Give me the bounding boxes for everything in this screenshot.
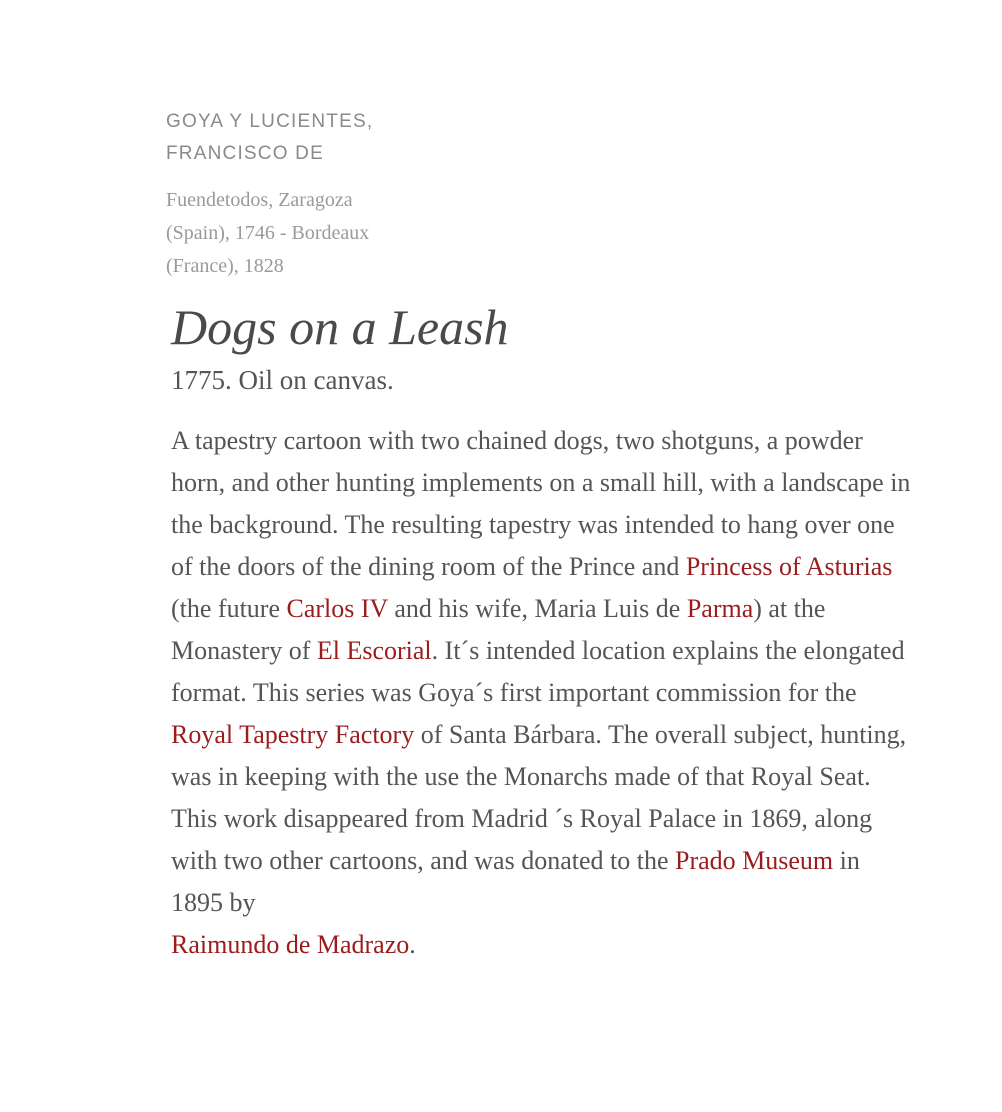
description-text: A tapestry cartoon with two chained dogs, two shotguns, a powder horn, and other hunting implements on a small hill, with a landscape in the background. The resulting tapestry was intended to hang over one of the doors of the dining room of the Prince and — [171, 426, 911, 581]
link-princess-of-asturias[interactable]: Princess of Asturias — [685, 552, 893, 581]
link-el-escorial[interactable]: El Escorial — [316, 636, 432, 665]
artist-name-line2: FRANCISCO DE — [166, 143, 324, 164]
description-text: . It´s intended location explains the elongated format. This series was Goya´s first important commission for the — [171, 636, 905, 707]
work-description — [171, 420, 916, 966]
description-text: and his wife, Maria Luis de — [387, 594, 687, 623]
link-parma[interactable]: Parma — [686, 594, 754, 623]
artist-name — [166, 106, 466, 170]
link-raimundo-de-madrazo[interactable]: Raimundo de Madrazo — [171, 930, 410, 959]
artist-bio: Fuendetodos, Zaragoza (Spain), 1746 - Bordeaux (France), 1828 — [166, 189, 370, 277]
description-text: ) at the Monastery of — [171, 594, 826, 665]
work-title: Dogs on a Leash — [171, 299, 509, 355]
description-text: (the future — [171, 594, 287, 623]
artist-name-line1: GOYA Y LUCIENTES, — [166, 111, 374, 132]
work-meta: 1775. Oil on canvas. — [171, 365, 394, 395]
work-block — [171, 298, 931, 966]
description-text: of Santa Bárbara. The overall subject, hunting, was in keeping with the use the Monarchs made of that Royal Seat. This work disappeared from Madrid ´s Royal Palace in 1869, along with two other cartoons, and was donated to the — [171, 720, 907, 875]
artist-block — [166, 106, 466, 283]
link-carlos-iv[interactable]: Carlos IV — [286, 594, 388, 623]
link-royal-tapestry-factory[interactable]: Royal Tapestry Factory — [171, 720, 415, 749]
description-text: in 1895 by — [171, 846, 860, 917]
link-prado-museum[interactable]: Prado Museum — [675, 846, 834, 875]
description-text: . — [409, 930, 416, 959]
